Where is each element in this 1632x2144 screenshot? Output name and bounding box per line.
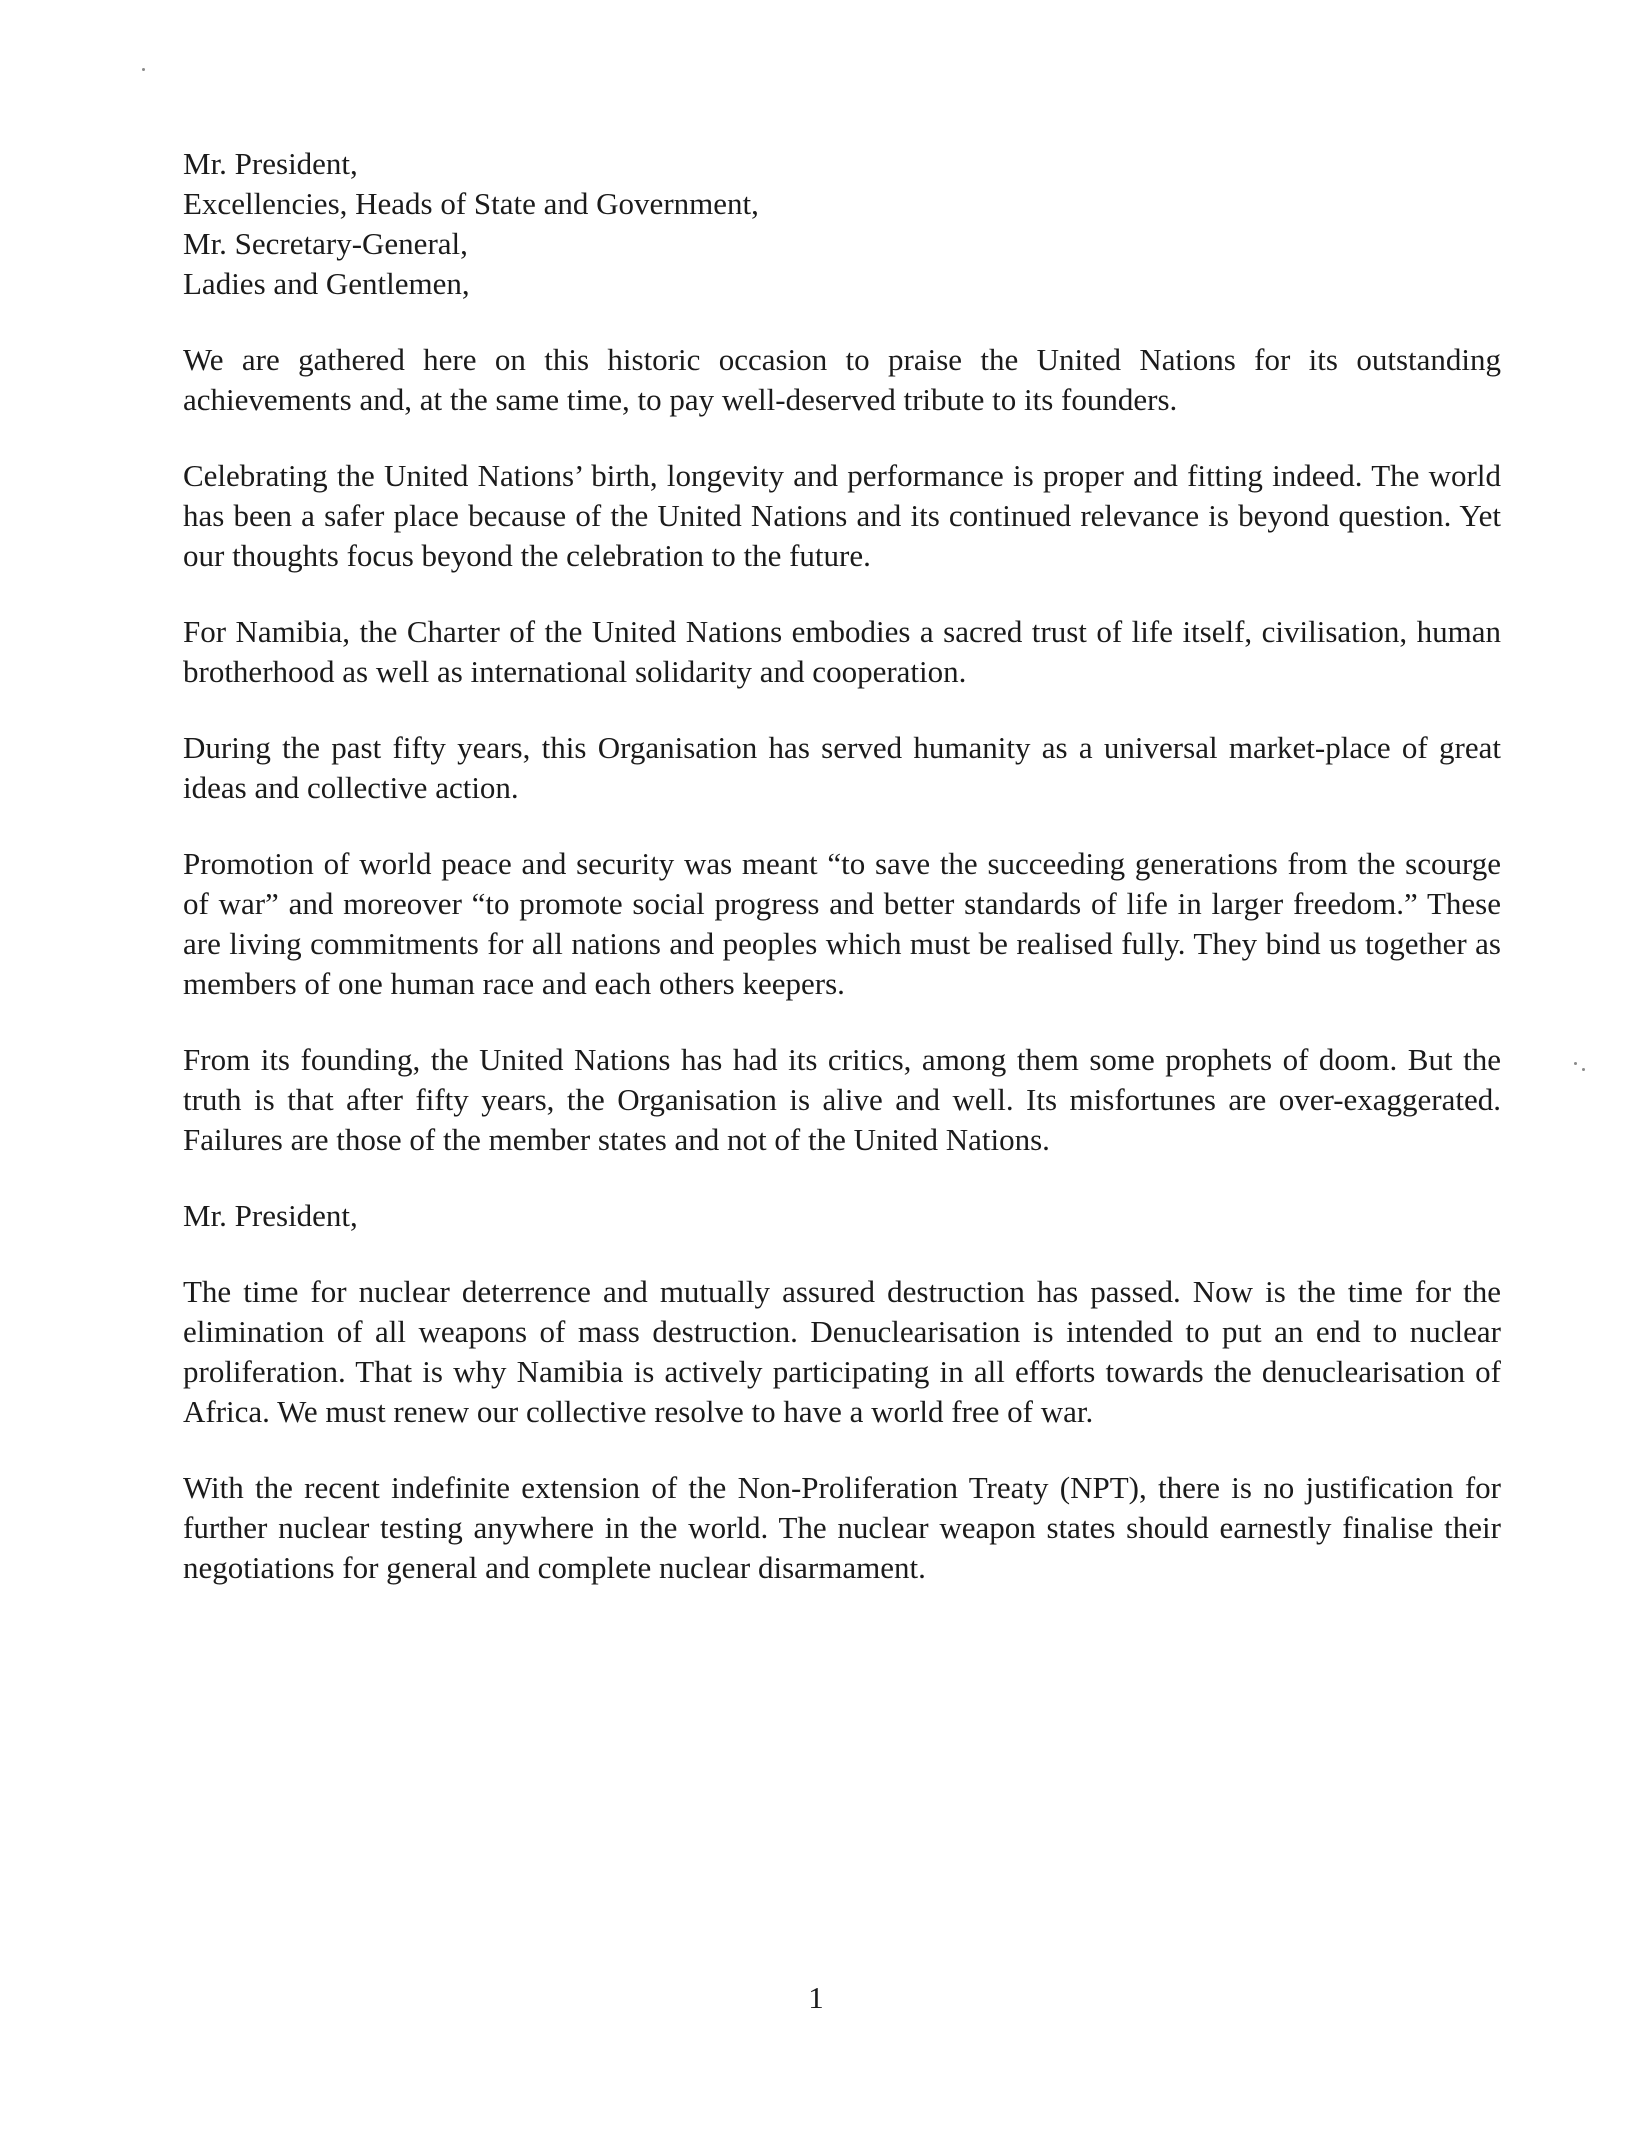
page-number: 1: [808, 1980, 824, 2015]
address-line: Mr. President,: [183, 1198, 358, 1233]
paragraph: With the recent indefinite extension of the Non-Proliferation Treaty (NPT), there is no justification for further nuclear testing anywhere in the world. The nuclear weapon states should earnestly finalise their negotiations for general and complete nuclear disarmament.: [183, 1470, 1501, 1585]
salutation-line: Ladies and Gentlemen,: [183, 266, 470, 301]
scan-speck: [142, 68, 145, 71]
letter-body: [183, 144, 1501, 1624]
paragraph: For Namibia, the Charter of the United Nations embodies a sacred trust of life itself, civilisation, human brotherhood as well as international solidarity and cooperation.: [183, 614, 1501, 689]
paragraph: Celebrating the United Nations’ birth, longevity and performance is proper and fitting indeed. The world has been a safer place because of the United Nations and its continued relevance is beyond question. Yet our thoughts focus beyond the celebration to the future.: [183, 458, 1501, 573]
scan-speck: [1574, 1062, 1577, 1065]
paragraph: The time for nuclear deterrence and mutually assured destruction has passed. Now is the time for the elimination of all weapons of mass destruction. Denuclearisation is intended to put an end to nuclear proliferation. That is why Namibia is actively participating in all efforts towards the denuclearisation of Africa. We must renew our collective resolve to have a world free of war.: [183, 1274, 1501, 1429]
salutation-line: Excellencies, Heads of State and Government,: [183, 186, 759, 221]
salutation-line: Mr. Secretary-General,: [183, 226, 468, 261]
salutation-line: Mr. President,: [183, 146, 358, 181]
salutation-block: [183, 144, 1501, 304]
paragraph: We are gathered here on this historic occasion to praise the United Nations for its outstanding achievements and, at the same time, to pay well-deserved tribute to its founders.: [183, 342, 1501, 417]
paragraph: Promotion of world peace and security was meant “to save the succeeding generations from the scourge of war” and moreover “to promote social progress and better standards of life in larger freedom.” These are living commitments for all nations and peoples which must be realised fully. They bind us together as members of one human race and each others keepers.: [183, 846, 1501, 1001]
scan-speck: [1582, 1068, 1585, 1071]
paragraph: From its founding, the United Nations has had its critics, among them some prophets of doom. But the truth is that after fifty years, the Organisation is alive and well. Its misfortunes are over-exaggerated. Failures are those of the member states and not of the United Nations.: [183, 1042, 1501, 1157]
paragraph: During the past fifty years, this Organisation has served humanity as a universal market-place of great ideas and collective action.: [183, 730, 1501, 805]
